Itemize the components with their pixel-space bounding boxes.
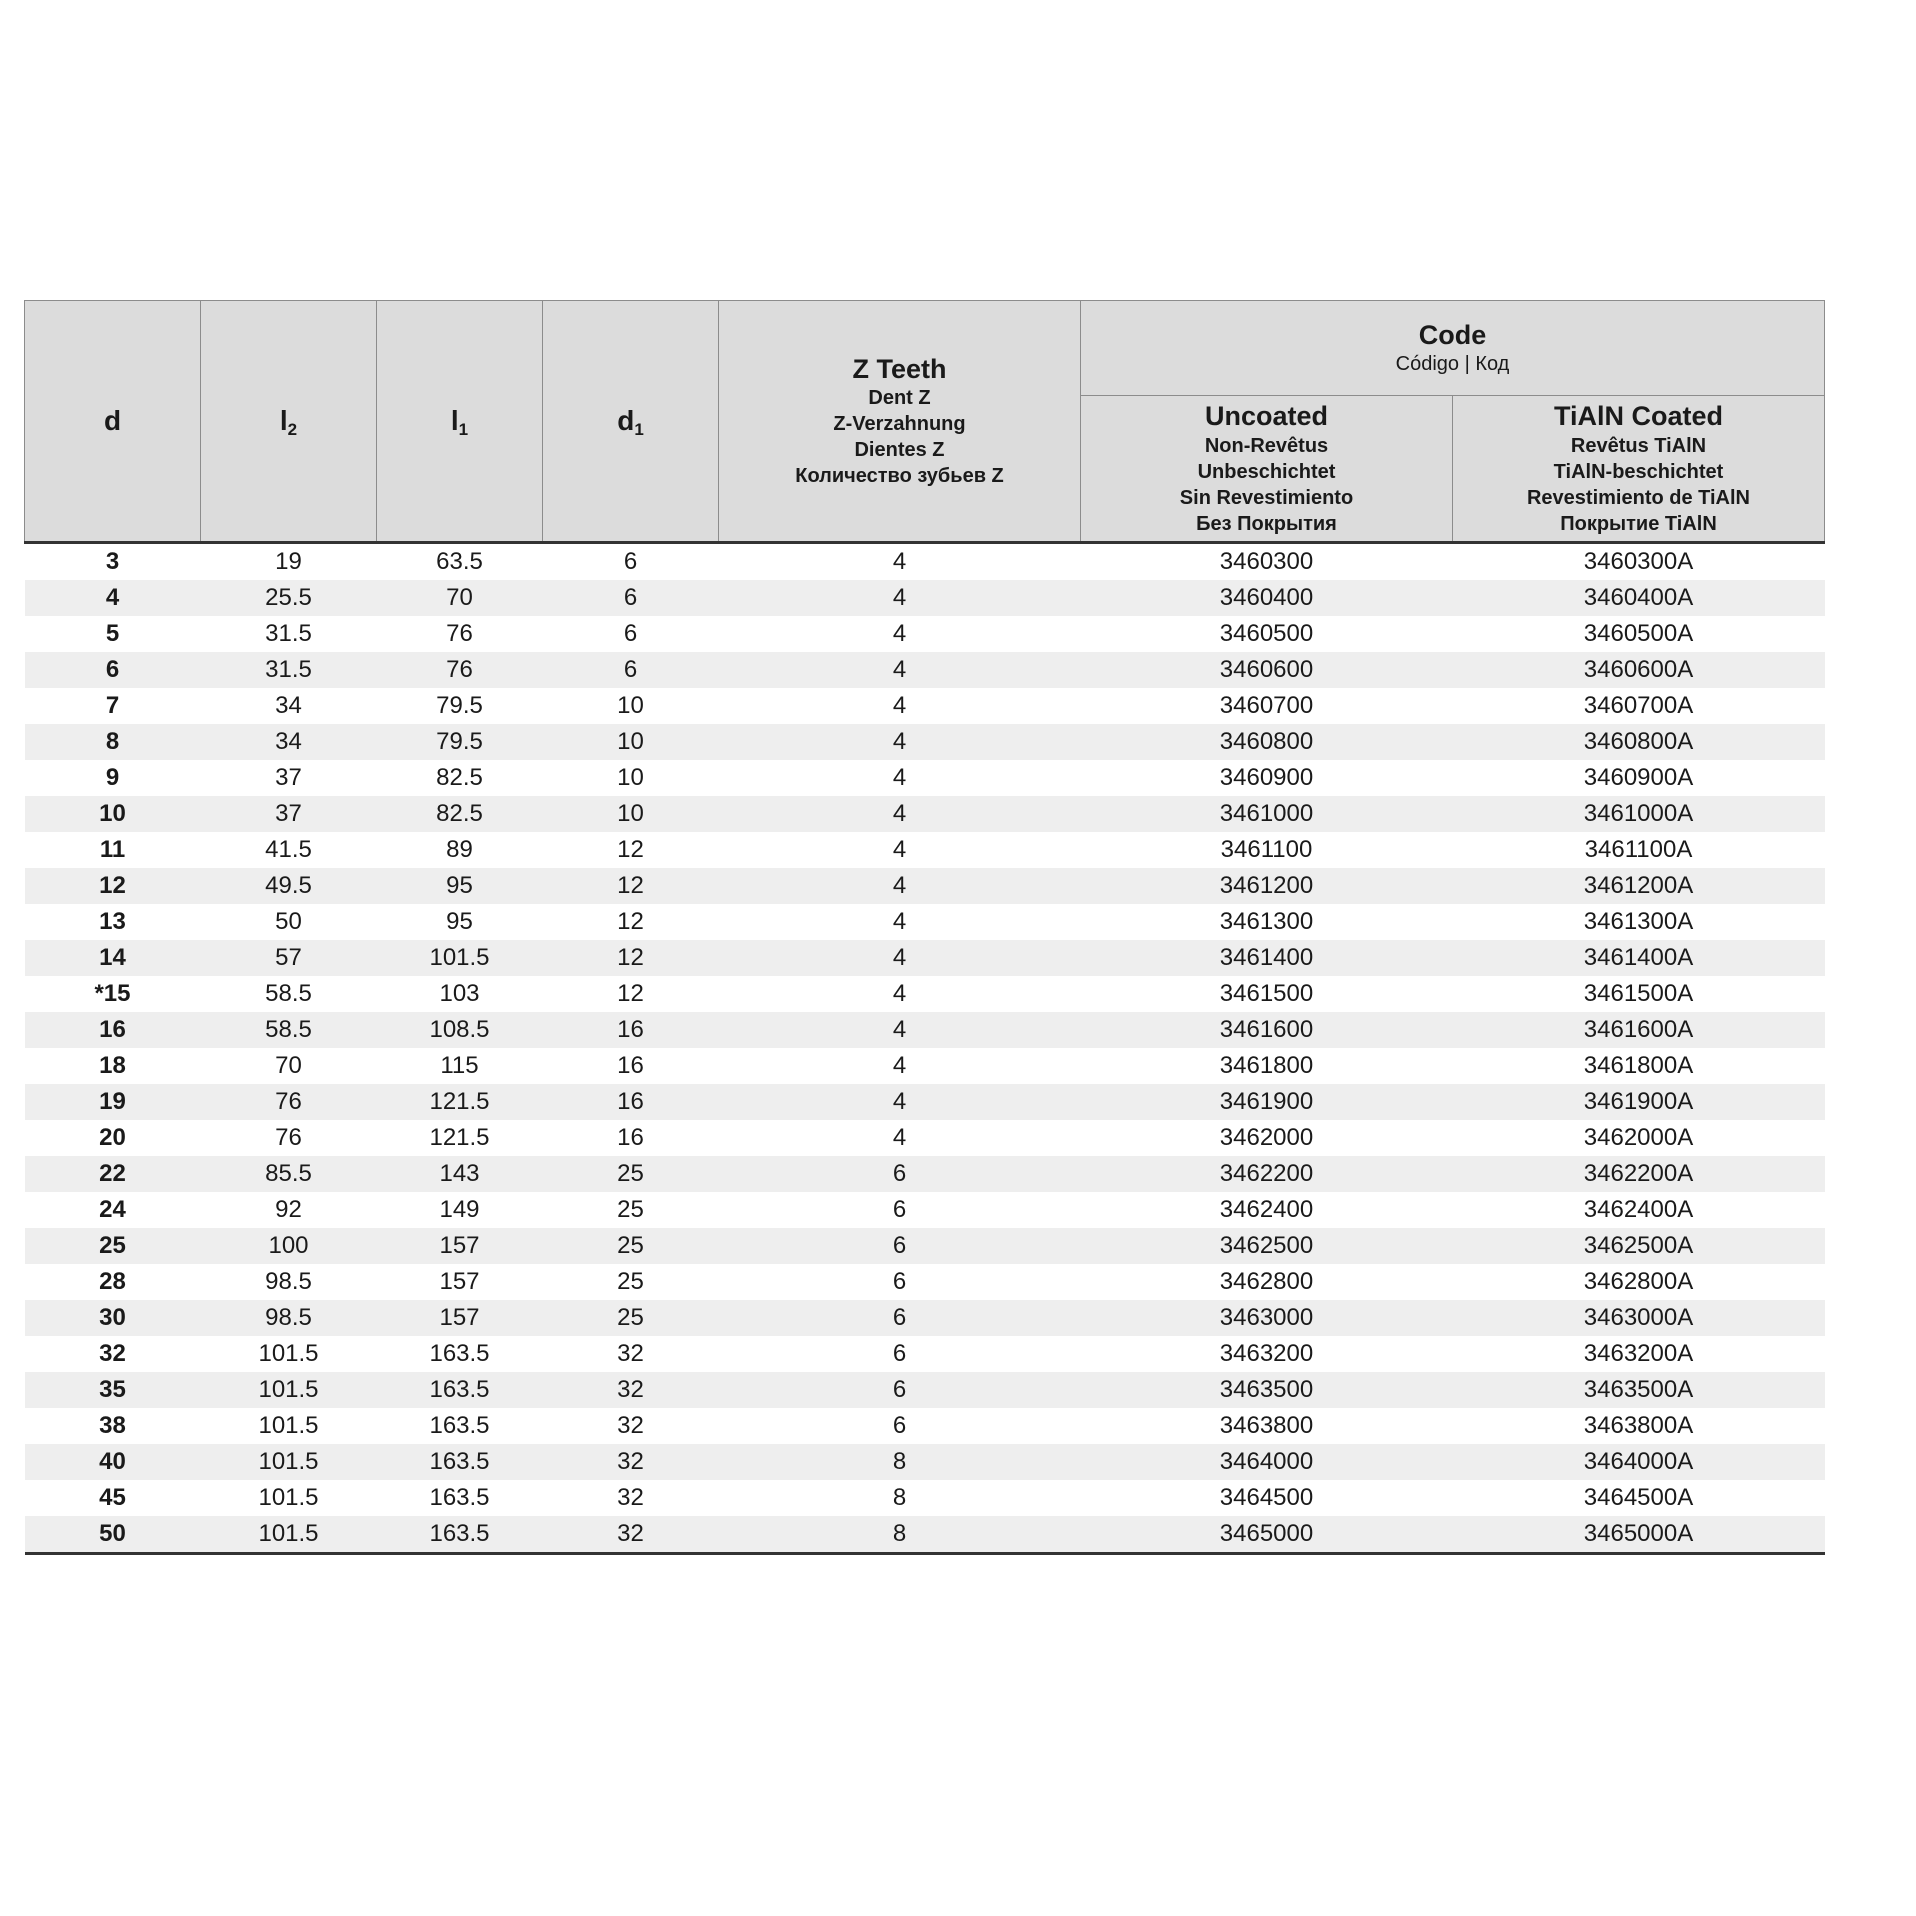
cell-l2: 57 [201, 940, 377, 976]
cell-d1: 10 [543, 688, 719, 724]
header-cell-tialn-coated [1453, 396, 1825, 543]
cell-code-tialn: 3461500A [1453, 976, 1825, 1012]
cell-d1: 12 [543, 940, 719, 976]
cell-d1: 6 [543, 542, 719, 580]
cell-code-tialn: 3465000A [1453, 1516, 1825, 1554]
cell-l1: 95 [377, 868, 543, 904]
cell-z-teeth: 4 [719, 976, 1081, 1012]
cell-d: *15 [25, 976, 201, 1012]
cell-code-tialn: 3460900A [1453, 760, 1825, 796]
cell-d1: 10 [543, 724, 719, 760]
table-row [25, 1084, 1825, 1120]
cell-l1: 70 [377, 580, 543, 616]
cell-code-uncoated: 3462500 [1081, 1228, 1453, 1264]
cell-l1: 163.5 [377, 1480, 543, 1516]
cell-z-teeth: 4 [719, 542, 1081, 580]
cell-d: 40 [25, 1444, 201, 1480]
cell-l1: 143 [377, 1156, 543, 1192]
cell-l1: 163.5 [377, 1336, 543, 1372]
cell-z-teeth: 4 [719, 580, 1081, 616]
header-code-title: Code [1418, 319, 1487, 350]
table-row [25, 1408, 1825, 1444]
cell-l1: 121.5 [377, 1084, 543, 1120]
table-body [25, 542, 1825, 1553]
header-z-teeth-fr: Dent Z [868, 387, 931, 410]
table-row [25, 1372, 1825, 1408]
cell-d1: 16 [543, 1048, 719, 1084]
cell-z-teeth: 4 [719, 1084, 1081, 1120]
cell-code-tialn: 3460400A [1453, 580, 1825, 616]
cell-l1: 121.5 [377, 1120, 543, 1156]
table-row [25, 652, 1825, 688]
table-row [25, 1480, 1825, 1516]
cell-d: 28 [25, 1264, 201, 1300]
cell-code-tialn: 3461200A [1453, 868, 1825, 904]
cell-l1: 63.5 [377, 542, 543, 580]
header-z-teeth-ru: Количество зубьев Z [795, 465, 1004, 488]
cell-code-uncoated: 3462800 [1081, 1264, 1453, 1300]
table-row [25, 1048, 1825, 1084]
header-tialn-ru: Покрытие TiAlN [1560, 512, 1717, 535]
cell-code-uncoated: 3460500 [1081, 616, 1453, 652]
cell-code-uncoated: 3461200 [1081, 868, 1453, 904]
cell-code-uncoated: 3461000 [1081, 796, 1453, 832]
cell-l2: 49.5 [201, 868, 377, 904]
cell-d: 24 [25, 1192, 201, 1228]
cell-l1: 103 [377, 976, 543, 1012]
cell-l1: 101.5 [377, 940, 543, 976]
cell-code-uncoated: 3461900 [1081, 1084, 1453, 1120]
cell-d: 10 [25, 796, 201, 832]
spec-table [24, 300, 1825, 1555]
cell-z-teeth: 8 [719, 1444, 1081, 1480]
cell-d1: 6 [543, 652, 719, 688]
cell-code-tialn: 3461600A [1453, 1012, 1825, 1048]
cell-l2: 41.5 [201, 832, 377, 868]
header-label-l2: $l_2$ [279, 404, 298, 439]
cell-d: 25 [25, 1228, 201, 1264]
header-uncoated-de: Unbeschichtet [1197, 460, 1336, 483]
cell-code-tialn: 3460300A [1453, 542, 1825, 580]
header-z-teeth-en: Z Teeth [852, 353, 947, 384]
cell-l1: 157 [377, 1300, 543, 1336]
cell-l1: 108.5 [377, 1012, 543, 1048]
cell-code-uncoated: 3461100 [1081, 832, 1453, 868]
header-tialn-fr: Revêtus TiAlN [1570, 434, 1707, 457]
cell-d1: 32 [543, 1408, 719, 1444]
cell-d: 22 [25, 1156, 201, 1192]
cell-code-tialn: 3463200A [1453, 1336, 1825, 1372]
cell-l1: 163.5 [377, 1516, 543, 1554]
cell-d: 20 [25, 1120, 201, 1156]
cell-code-tialn: 3460800A [1453, 724, 1825, 760]
cell-d: 45 [25, 1480, 201, 1516]
cell-l2: 101.5 [201, 1408, 377, 1444]
cell-code-tialn: 3460500A [1453, 616, 1825, 652]
header-uncoated-ru: Без Покрытия [1196, 512, 1337, 535]
cell-z-teeth: 6 [719, 1192, 1081, 1228]
cell-d: 9 [25, 760, 201, 796]
table-row [25, 1336, 1825, 1372]
cell-code-uncoated: 3461600 [1081, 1012, 1453, 1048]
cell-l1: 115 [377, 1048, 543, 1084]
cell-z-teeth: 6 [719, 1264, 1081, 1300]
cell-code-tialn: 3463500A [1453, 1372, 1825, 1408]
cell-l2: 58.5 [201, 976, 377, 1012]
cell-d: 6 [25, 652, 201, 688]
header-cell-l1 [377, 301, 543, 543]
cell-d1: 10 [543, 760, 719, 796]
cell-l1: 157 [377, 1228, 543, 1264]
cell-d: 11 [25, 832, 201, 868]
cell-z-teeth: 4 [719, 688, 1081, 724]
cell-l2: 50 [201, 904, 377, 940]
cell-z-teeth: 6 [719, 1336, 1081, 1372]
cell-l2: 98.5 [201, 1264, 377, 1300]
cell-code-uncoated: 3461400 [1081, 940, 1453, 976]
cell-d: 8 [25, 724, 201, 760]
cell-code-uncoated: 3462400 [1081, 1192, 1453, 1228]
cell-d1: 32 [543, 1372, 719, 1408]
cell-code-tialn: 3462000A [1453, 1120, 1825, 1156]
cell-code-uncoated: 3461500 [1081, 976, 1453, 1012]
cell-l1: 76 [377, 616, 543, 652]
cell-l2: 58.5 [201, 1012, 377, 1048]
cell-l2: 101.5 [201, 1336, 377, 1372]
table-row [25, 724, 1825, 760]
header-row-top [25, 301, 1825, 396]
cell-d1: 32 [543, 1444, 719, 1480]
cell-code-uncoated: 3460300 [1081, 542, 1453, 580]
table-row [25, 1300, 1825, 1336]
table-row [25, 904, 1825, 940]
cell-d1: 6 [543, 580, 719, 616]
cell-d: 16 [25, 1012, 201, 1048]
cell-d1: 12 [543, 904, 719, 940]
cell-l1: 163.5 [377, 1408, 543, 1444]
cell-code-uncoated: 3463000 [1081, 1300, 1453, 1336]
cell-z-teeth: 4 [719, 940, 1081, 976]
cell-d: 19 [25, 1084, 201, 1120]
cell-d1: 16 [543, 1084, 719, 1120]
cell-d1: 25 [543, 1192, 719, 1228]
cell-l1: 76 [377, 652, 543, 688]
cell-l1: 95 [377, 904, 543, 940]
cell-l2: 31.5 [201, 616, 377, 652]
cell-d1: 25 [543, 1228, 719, 1264]
cell-l2: 101.5 [201, 1444, 377, 1480]
cell-z-teeth: 4 [719, 652, 1081, 688]
header-cell-uncoated [1081, 396, 1453, 543]
cell-l2: 101.5 [201, 1516, 377, 1554]
cell-l2: 76 [201, 1120, 377, 1156]
cell-z-teeth: 6 [719, 1228, 1081, 1264]
cell-z-teeth: 4 [719, 616, 1081, 652]
cell-l2: 70 [201, 1048, 377, 1084]
cell-l1: 163.5 [377, 1444, 543, 1480]
cell-code-tialn: 3462400A [1453, 1192, 1825, 1228]
cell-z-teeth: 4 [719, 1120, 1081, 1156]
cell-l2: 19 [201, 542, 377, 580]
table-row [25, 760, 1825, 796]
cell-code-tialn: 3462800A [1453, 1264, 1825, 1300]
table-row [25, 542, 1825, 580]
cell-code-uncoated: 3461300 [1081, 904, 1453, 940]
cell-d1: 32 [543, 1480, 719, 1516]
cell-l1: 163.5 [377, 1372, 543, 1408]
cell-z-teeth: 8 [719, 1480, 1081, 1516]
cell-l2: 76 [201, 1084, 377, 1120]
header-label-d1: $d_1$ [617, 404, 644, 439]
cell-code-tialn: 3460600A [1453, 652, 1825, 688]
cell-d: 12 [25, 868, 201, 904]
header-cell-code-group [1081, 301, 1825, 396]
cell-d: 4 [25, 580, 201, 616]
cell-d1: 6 [543, 616, 719, 652]
cell-code-tialn: 3461800A [1453, 1048, 1825, 1084]
cell-z-teeth: 4 [719, 796, 1081, 832]
cell-l2: 101.5 [201, 1372, 377, 1408]
cell-code-uncoated: 3464500 [1081, 1480, 1453, 1516]
header-cell-l2 [201, 301, 377, 543]
table-row [25, 940, 1825, 976]
cell-code-tialn: 3462200A [1453, 1156, 1825, 1192]
cell-code-tialn: 3461900A [1453, 1084, 1825, 1120]
cell-d1: 12 [543, 832, 719, 868]
cell-l2: 98.5 [201, 1300, 377, 1336]
cell-d: 18 [25, 1048, 201, 1084]
table-row [25, 688, 1825, 724]
header-label-l1: $l_1$ [450, 404, 469, 439]
cell-l1: 82.5 [377, 796, 543, 832]
cell-z-teeth: 6 [719, 1156, 1081, 1192]
header-z-teeth-es: Dientes Z [854, 439, 945, 462]
cell-code-uncoated: 3460700 [1081, 688, 1453, 724]
cell-l1: 79.5 [377, 724, 543, 760]
cell-l2: 92 [201, 1192, 377, 1228]
table-row [25, 616, 1825, 652]
table-row [25, 1192, 1825, 1228]
cell-z-teeth: 6 [719, 1300, 1081, 1336]
header-tialn-de: TiAlN-beschichtet [1553, 460, 1724, 483]
cell-code-uncoated: 3465000 [1081, 1516, 1453, 1554]
table-row [25, 1444, 1825, 1480]
cell-l1: 82.5 [377, 760, 543, 796]
header-uncoated-fr: Non-Revêtus [1204, 434, 1329, 457]
cell-code-uncoated: 3460400 [1081, 580, 1453, 616]
cell-code-uncoated: 3462000 [1081, 1120, 1453, 1156]
cell-d1: 12 [543, 868, 719, 904]
cell-z-teeth: 8 [719, 1516, 1081, 1554]
cell-d1: 25 [543, 1156, 719, 1192]
header-code-subtitle: Código | Код [1395, 353, 1510, 376]
cell-code-tialn: 3464500A [1453, 1480, 1825, 1516]
cell-d: 5 [25, 616, 201, 652]
cell-l1: 157 [377, 1264, 543, 1300]
cell-d: 30 [25, 1300, 201, 1336]
cell-l2: 37 [201, 796, 377, 832]
cell-code-tialn: 3462500A [1453, 1228, 1825, 1264]
cell-l2: 34 [201, 724, 377, 760]
header-cell-z-teeth [719, 301, 1081, 543]
cell-z-teeth: 4 [719, 868, 1081, 904]
header-uncoated-es: Sin Revestimiento [1179, 486, 1354, 509]
cell-l1: 79.5 [377, 688, 543, 724]
cell-code-tialn: 3461300A [1453, 904, 1825, 940]
cell-d: 3 [25, 542, 201, 580]
header-tialn-en: TiAlN Coated [1554, 401, 1724, 431]
cell-l1: 149 [377, 1192, 543, 1228]
cell-d: 32 [25, 1336, 201, 1372]
cell-l2: 31.5 [201, 652, 377, 688]
cell-z-teeth: 4 [719, 1012, 1081, 1048]
cell-code-tialn: 3461400A [1453, 940, 1825, 976]
cell-d1: 25 [543, 1264, 719, 1300]
cell-z-teeth: 6 [719, 1408, 1081, 1444]
cell-code-uncoated: 3460600 [1081, 652, 1453, 688]
cell-code-uncoated: 3463200 [1081, 1336, 1453, 1372]
cell-l2: 25.5 [201, 580, 377, 616]
cell-z-teeth: 4 [719, 724, 1081, 760]
cell-code-tialn: 3461100A [1453, 832, 1825, 868]
cell-code-tialn: 3460700A [1453, 688, 1825, 724]
cell-d1: 25 [543, 1300, 719, 1336]
table-row [25, 1120, 1825, 1156]
cell-d1: 16 [543, 1012, 719, 1048]
table-row [25, 1516, 1825, 1554]
table-row [25, 796, 1825, 832]
header-label-d: d [103, 404, 122, 436]
table-row [25, 1228, 1825, 1264]
cell-d: 38 [25, 1408, 201, 1444]
cell-d1: 16 [543, 1120, 719, 1156]
cell-d1: 32 [543, 1336, 719, 1372]
cell-code-tialn: 3463000A [1453, 1300, 1825, 1336]
table-row [25, 832, 1825, 868]
cell-code-uncoated: 3462200 [1081, 1156, 1453, 1192]
table-header [25, 301, 1825, 543]
cell-code-uncoated: 3460800 [1081, 724, 1453, 760]
cell-d1: 12 [543, 976, 719, 1012]
spec-table-container [24, 300, 1824, 1555]
cell-d1: 10 [543, 796, 719, 832]
cell-l2: 34 [201, 688, 377, 724]
cell-z-teeth: 4 [719, 904, 1081, 940]
cell-code-uncoated: 3460900 [1081, 760, 1453, 796]
header-tialn-es: Revestimiento de TiAlN [1526, 486, 1751, 509]
header-cell-d [25, 301, 201, 543]
cell-l2: 85.5 [201, 1156, 377, 1192]
cell-z-teeth: 4 [719, 832, 1081, 868]
cell-d: 7 [25, 688, 201, 724]
cell-l2: 101.5 [201, 1480, 377, 1516]
cell-z-teeth: 4 [719, 1048, 1081, 1084]
cell-l2: 37 [201, 760, 377, 796]
cell-code-tialn: 3461000A [1453, 796, 1825, 832]
table-row [25, 976, 1825, 1012]
cell-z-teeth: 6 [719, 1372, 1081, 1408]
cell-l2: 100 [201, 1228, 377, 1264]
cell-z-teeth: 4 [719, 760, 1081, 796]
header-z-teeth-de: Z-Verzahnung [833, 413, 966, 436]
cell-d: 14 [25, 940, 201, 976]
cell-code-uncoated: 3461800 [1081, 1048, 1453, 1084]
cell-code-uncoated: 3463800 [1081, 1408, 1453, 1444]
header-uncoated-en: Uncoated [1204, 401, 1329, 431]
cell-code-uncoated: 3464000 [1081, 1444, 1453, 1480]
cell-l1: 89 [377, 832, 543, 868]
cell-d: 35 [25, 1372, 201, 1408]
cell-d1: 32 [543, 1516, 719, 1554]
cell-code-tialn: 3463800A [1453, 1408, 1825, 1444]
table-row [25, 1264, 1825, 1300]
table-row [25, 1156, 1825, 1192]
table-row [25, 1012, 1825, 1048]
cell-code-uncoated: 3463500 [1081, 1372, 1453, 1408]
header-cell-d1 [543, 301, 719, 543]
table-row [25, 580, 1825, 616]
cell-code-tialn: 3464000A [1453, 1444, 1825, 1480]
cell-d: 13 [25, 904, 201, 940]
cell-d: 50 [25, 1516, 201, 1554]
table-row [25, 868, 1825, 904]
